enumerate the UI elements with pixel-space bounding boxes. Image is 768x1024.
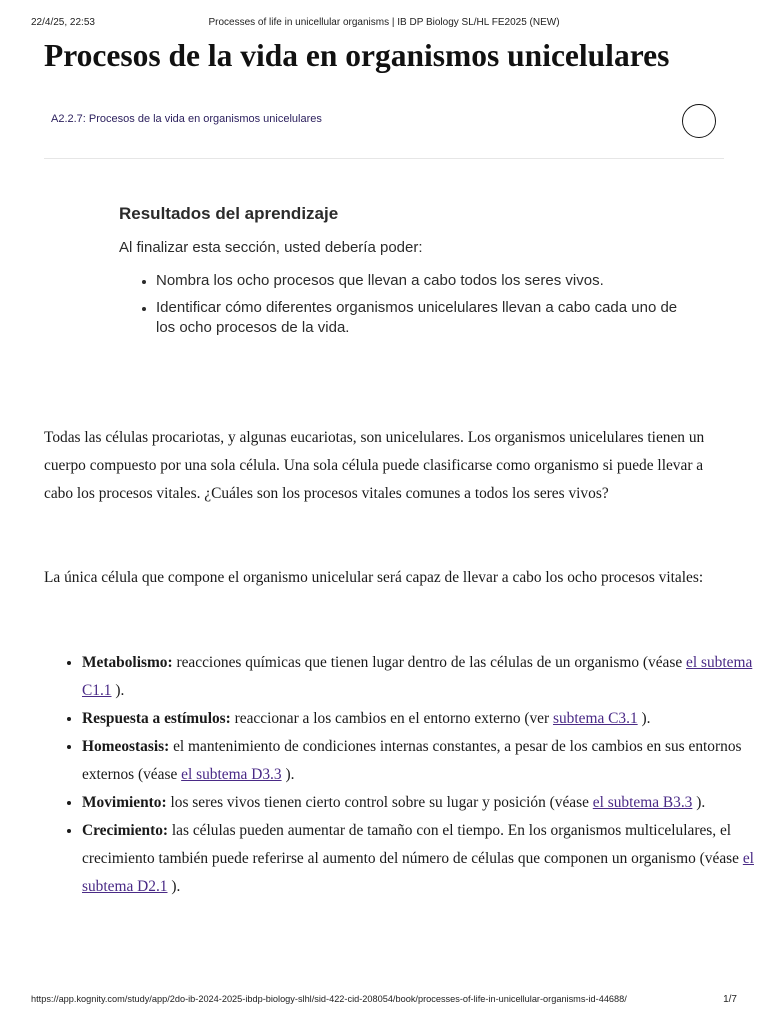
list-item bbox=[82, 789, 768, 817]
list-item: • Identificar cómo diferentes organismos unicelulares llevan a cabo cada uno de los ocho procesos de la vida. bbox=[156, 298, 699, 338]
process-after: ). bbox=[111, 682, 125, 699]
process-description: reacciones químicas que tienen lugar dentro de las células de un organismo (véase bbox=[172, 654, 687, 671]
process-after: ). bbox=[281, 766, 295, 783]
print-page-title: Processes of life in unicellular organisms | IB DP Biology SL/HL FE2025 (NEW) bbox=[208, 17, 560, 28]
process-after: ). bbox=[692, 794, 706, 811]
subtopic-link[interactable]: subtema C3.1 bbox=[553, 710, 638, 727]
process-term: Metabolismo: bbox=[82, 654, 173, 671]
subtopic-link[interactable]: el subtema B3.3 bbox=[592, 794, 693, 811]
process-description: los seres vivos tienen cierto control sobre su lugar y posición (véase bbox=[166, 794, 593, 811]
learning-outcomes-heading: Resultados del aprendizaje bbox=[119, 204, 339, 223]
process-term: Respuesta a estímulos: bbox=[82, 710, 231, 727]
print-footer bbox=[31, 994, 737, 1008]
subtopic-link[interactable]: el subtema D2.1 bbox=[82, 850, 754, 895]
life-processes-list bbox=[44, 649, 768, 901]
intro-paragraph: Todas las células procariotas, y algunas eucariotas, son unicelulares. Los organismos unicelulares tienen un cuerpo compuesto por una sola célula. Una sola célula puede clasificarse como organismo si puede llevar a cabo los procesos vitales. ¿Cuáles son los procesos vitales comunes a todos los seres vivos? bbox=[44, 429, 705, 502]
list-item bbox=[82, 705, 768, 733]
list-item bbox=[82, 817, 768, 901]
process-term: Movimiento: bbox=[82, 794, 167, 811]
print-header bbox=[31, 17, 737, 31]
subtopic-link[interactable]: el subtema D3.3 bbox=[181, 766, 282, 783]
list-item bbox=[82, 649, 768, 705]
print-page-number: 1/7 bbox=[723, 994, 737, 1005]
process-term: Homeostasis: bbox=[82, 738, 170, 755]
progress-circle-button[interactable] bbox=[682, 104, 716, 138]
list-item bbox=[82, 733, 768, 789]
process-term: Crecimiento: bbox=[82, 822, 169, 839]
processes-intro-paragraph: La única célula que compone el organismo unicelular será capaz de llevar a cabo los ocho procesos vitales: bbox=[44, 569, 704, 586]
breadcrumb[interactable]: A2.2.7: Procesos de la vida en organismos unicelulares bbox=[51, 113, 322, 125]
print-datetime: 22/4/25, 22:53 bbox=[31, 17, 95, 28]
process-after: ). bbox=[167, 878, 181, 895]
list-item: • Nombra los ocho procesos que llevan a cabo todos los seres vivos. bbox=[156, 271, 699, 291]
header-divider bbox=[44, 158, 724, 159]
subtopic-link[interactable]: el subtema C1.1 bbox=[82, 654, 753, 699]
learning-outcomes-intro: Al finalizar esta sección, usted debería poder: bbox=[119, 239, 423, 256]
process-description: las células pueden aumentar de tamaño con el tiempo. En los organismos multicelulares, el crecimiento también puede referirse al aumento del número de células que componen un organismo (véase bbox=[82, 822, 743, 867]
learning-outcomes-list bbox=[119, 271, 699, 338]
process-description: el mantenimiento de condiciones internas constantes, a pesar de los cambios en sus entornos externos (véase bbox=[82, 738, 742, 783]
process-description: reaccionar a los cambios en el entorno externo (ver bbox=[230, 710, 553, 727]
learning-outcomes-box bbox=[119, 203, 699, 345]
process-after: ). bbox=[637, 710, 651, 727]
page-title: Procesos de la vida en organismos unicelulares bbox=[44, 38, 670, 73]
print-url: https://app.kognity.com/study/app/2do-ib-2024-2025-ibdp-biology-slhl/sid-422-cid-208054/book/processes-of-life-in-unicellular-organisms-id-44688/ bbox=[31, 994, 627, 1004]
